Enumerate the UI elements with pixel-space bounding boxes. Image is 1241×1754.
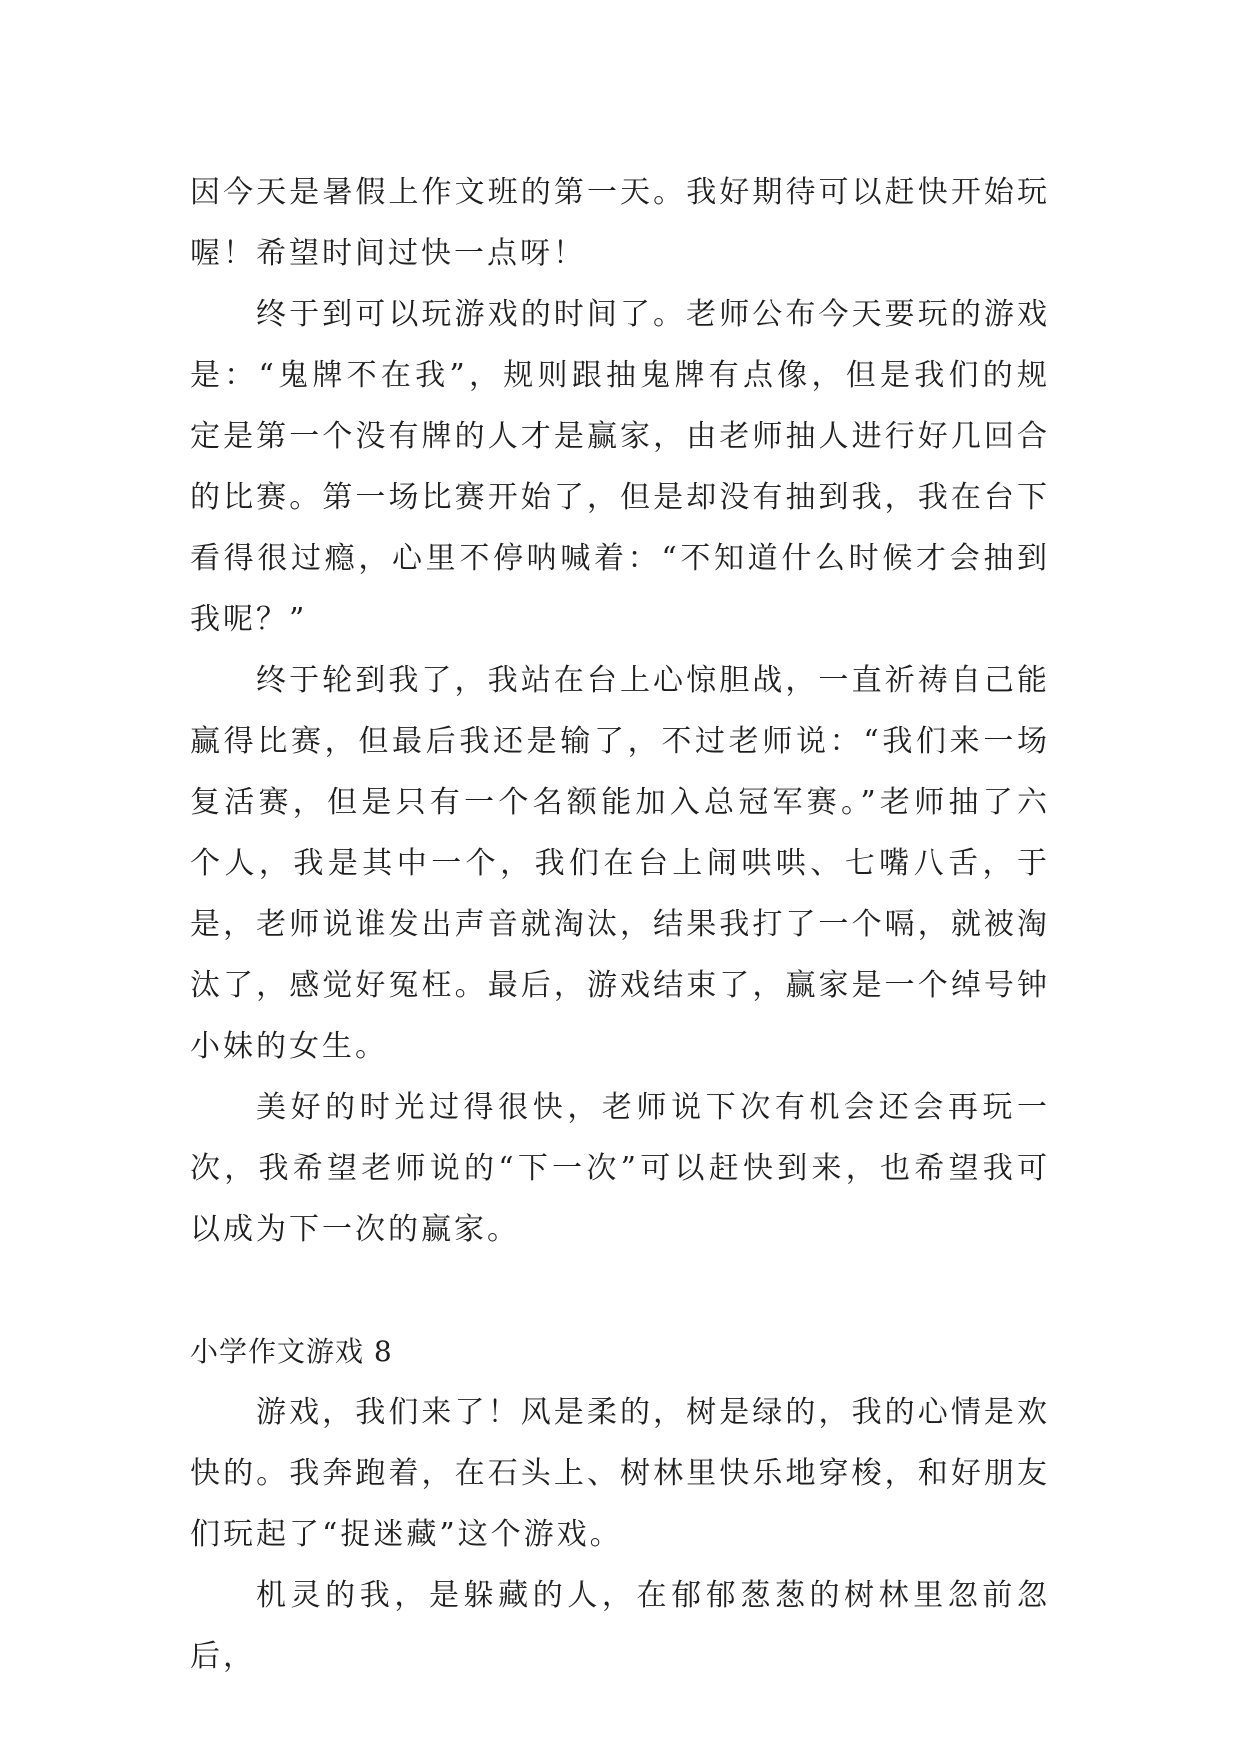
section-title: 小学作文游戏 8: [190, 1335, 393, 1368]
paragraph: 美好的时光过得很快，老师说下次有机会还会再玩一次，我希望老师说的“下一次”可以赶快到来，也希望我可以成为下一次的赢家。: [190, 1090, 1050, 1247]
paragraph: 机灵的我，是躲藏的人，在郁郁葱葱的树林里忽前忽后，: [190, 1578, 1050, 1674]
paragraph: 游戏，我们来了！风是柔的，树是绿的，我的心情是欢快的。我奔跑着，在石头上、树林里快乐地穿梭，和好朋友们玩起了“捉迷藏”这个游戏。: [190, 1395, 1050, 1552]
paragraph: 终于轮到我了，我站在台上心惊胆战，一直祈祷自己能赢得比赛，但最后我还是输了，不过老师说：“我们来一场复活赛，但是只有一个名额能加入总冠军赛。”老师抽了六个人，我是其中一个，我们在台上闹哄哄、七嘴八舌，于是，老师说谁发出声音就淘汰，结果我打了一个嗝，就被淘汰了，感觉好冤枉。最后，游戏结束了，赢家是一个绰号钟小妹的女生。: [190, 663, 1050, 1064]
document-body: [190, 162, 1050, 1687]
paragraph-continued: 因今天是暑假上作文班的第一天。我好期待可以赶快开始玩喔！希望时间过快一点呀！: [190, 175, 1050, 271]
paragraph: 终于到可以玩游戏的时间了。老师公布今天要玩的游戏是：“鬼牌不在我”，规则跟抽鬼牌有点像，但是我们的规定是第一个没有牌的人才是赢家，由老师抽人进行好几回合的比赛。第一场比赛开始了，但是却没有抽到我，我在台下看得很过瘾，心里不停呐喊着：“不知道什么时候才会抽到我呢？”: [190, 297, 1050, 637]
